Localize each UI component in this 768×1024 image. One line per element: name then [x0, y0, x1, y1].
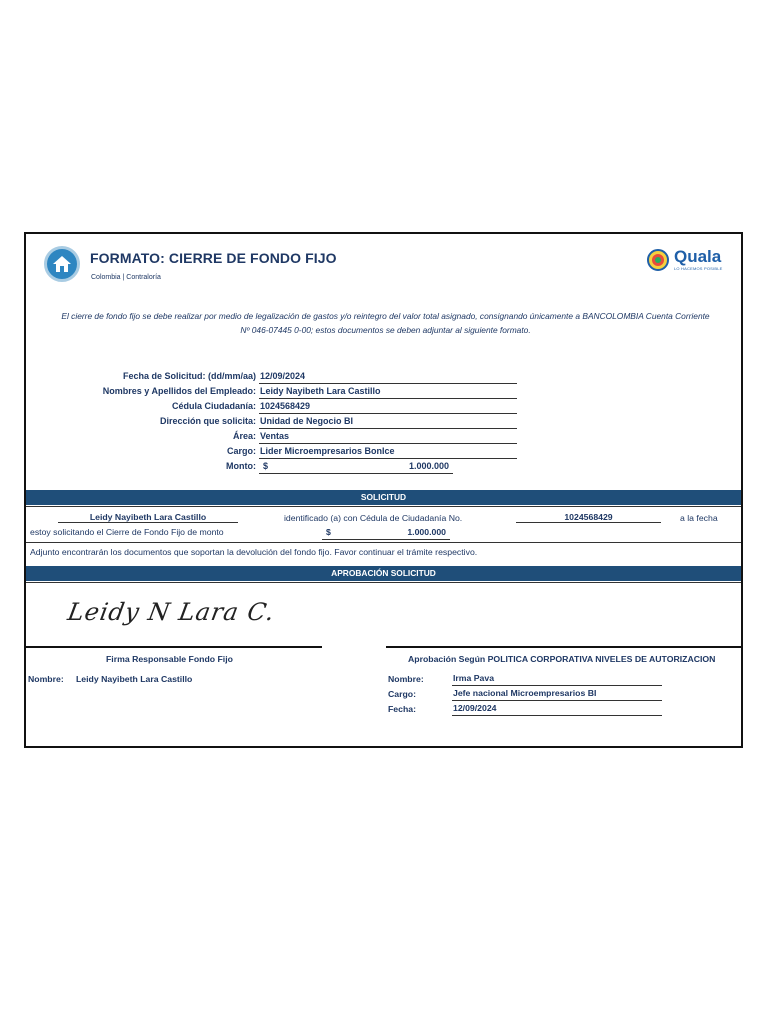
nombre-value: Leidy Nayibeth Lara Castillo [76, 674, 193, 684]
direccion-value[interactable]: Unidad de Negocio BI [259, 414, 517, 429]
fecha-value[interactable]: 12/09/2024 [259, 369, 517, 384]
approval-line [386, 646, 741, 648]
solicitud-attach-text: Adjunto encontrarán los documentos que soportan la devolución del fondo fijo. Favor continuar el trámite respectivo. [30, 547, 478, 557]
policy-label: Aprobación Según POLITICA CORPORATIVA NIVELES DE AUTORIZACION [408, 654, 716, 664]
signature: Leidy N Lara C. [65, 598, 278, 626]
solicitud-name: Leidy Nayibeth Lara Castillo [58, 512, 238, 523]
solicitud-cedula: 1024568429 [516, 512, 661, 523]
signature-line [26, 646, 322, 648]
intro-line-2: Nº 046-07445 0-00; estos documentos se deben adjuntar al siguiente formato. [240, 325, 531, 335]
solicitud-amount-field [322, 527, 450, 540]
solicitud-section-header: SOLICITUD [26, 490, 741, 505]
form-title: FORMATO: CIERRE DE FONDO FIJO [90, 250, 337, 266]
solicitud-amount: 1.000.000 [407, 527, 446, 537]
intro-line-1: El cierre de fondo fijo se debe realizar por medio de legalización de gastos y/o reintegro del valor total asignado, consignando únicamente a BANCOLOMBIA Cuenta Corriente [61, 311, 710, 321]
area-value[interactable]: Ventas [259, 429, 517, 444]
approver-nombre-value[interactable]: Irma Pava [452, 672, 662, 686]
approver-cargo-label: Cargo: [388, 689, 416, 699]
direccion-label: Dirección que solicita: [159, 416, 256, 426]
form-subtitle: Colombia | Contraloría [91, 274, 161, 281]
empleado-label: Nombres y Apellidos del Empleado: [102, 386, 256, 396]
empleado-value[interactable]: Leidy Nayibeth Lara Castillo [259, 384, 517, 399]
brand-name: Quala [674, 247, 722, 266]
approver-fecha-label: Fecha: [388, 704, 417, 714]
fecha-label: Fecha de Solicitud: (dd/mm/aa) [122, 371, 256, 381]
monto-currency: $ [263, 461, 269, 471]
monto-value: 1.000.000 [408, 461, 449, 471]
brand-tagline: LO HACEMOS POSIBLE [674, 266, 723, 271]
aprobacion-section-header: APROBACIÓN SOLICITUD [26, 566, 741, 581]
area-label: Área: [232, 431, 256, 441]
approver-cargo-value[interactable]: Jefe nacional Microempresarios BI [452, 687, 662, 701]
nombre-label: Nombre: [28, 674, 64, 684]
solicitud-identified-text: identificado (a) con Cédula de Ciudadanía No. [284, 513, 463, 523]
cargo-label: Cargo: [227, 446, 256, 456]
divider [26, 542, 741, 543]
solicitud-date-text: a la fecha [680, 513, 718, 523]
solicitud-currency: $ [326, 527, 331, 537]
divider [26, 582, 741, 583]
monto-label: Monto: [226, 461, 256, 471]
approver-fecha-value[interactable]: 12/09/2024 [452, 702, 662, 716]
house-icon [44, 246, 80, 282]
divider [26, 506, 741, 507]
intro-text [30, 309, 741, 337]
monto-field[interactable] [259, 459, 453, 474]
cierre-fondo-fijo-form [24, 232, 743, 748]
firma-label: Firma Responsable Fondo Fijo [106, 654, 233, 664]
cargo-value[interactable]: Lider Microempresarios BonIce [259, 444, 517, 459]
cedula-label: Cédula Ciudadanía: [171, 401, 256, 411]
solicitud-request-text: estoy solicitando el Cierre de Fondo Fijo de monto [30, 527, 224, 537]
approver-nombre-label: Nombre: [388, 674, 424, 684]
cedula-value[interactable]: 1024568429 [259, 399, 517, 414]
quala-logo-icon [646, 248, 670, 272]
